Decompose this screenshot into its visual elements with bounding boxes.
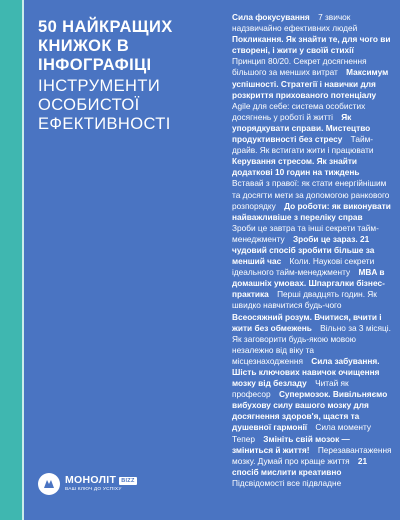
book-list-item: Agile для себе: система особистих досягнень у роботі й житті (232, 100, 366, 122)
book-list-item: Принцип 80/20. Секрет досягнення більшого за менших витрат (232, 56, 367, 78)
book-title: 50 НАЙКРАЩИХ КНИЖОК В ІНФОГРАФІЦІ (38, 18, 173, 74)
spine-divider (22, 0, 24, 520)
publisher-badge: BIZZ (121, 477, 135, 484)
book-list-item: До роботи: як виконувати найважливіше з переліку справ (232, 200, 391, 222)
book-list-item: Перезавантаження мозку. Думай про краще життя (232, 444, 392, 466)
book-list-item: Перші двадцять годин. Як швидко навчитися будь-чого (232, 289, 377, 311)
book-list-item: Зроби це зараз. 21 чудовий спосіб зробити більше за менший час (232, 233, 375, 267)
book-list-item: Вставай з правої: як стати енергійнішим та досягти мети за допомогою ранкового розпорядку (232, 178, 390, 211)
book-list-item: Максимум успішності. Стратегії і навички для розкриття прихованого потенціалу (232, 67, 389, 100)
book-list-item: Сила моменту Тепер (232, 422, 372, 444)
publisher-name: МОНОЛІТ (65, 474, 117, 486)
book-list-item: 21 спосіб мислити креативно (232, 455, 368, 477)
book-list-item: Як упорядкувати справи. Мистецтво продуктивності без стресу (232, 111, 371, 145)
book-list-item: Вільно за 3 місяці. Як заговорити будь-якою мовою незалежно від віку та місцезнаходження (232, 322, 391, 366)
book-list-item: Всеосяжний розум. Вчитися, вчити і жити без обмежень (232, 311, 382, 333)
cover-spine-stripe (0, 0, 22, 520)
book-list-item: MBA в домашніх умовах. Шпаргалки бізнес-практика (232, 267, 385, 300)
book-list-item: Читай як професор (232, 378, 349, 400)
book-list-item: Підсвідомості все підвладне (232, 477, 342, 488)
logo-text (65, 475, 137, 493)
book-list-item: Сила забування. Шість ключових навичок очищення мозку від безладу (232, 355, 380, 389)
book-list-item: Покликання. Як знайти те, для чого ви створені, і жити у своїй стихії (232, 34, 391, 56)
book-list-item: Зроби це завтра та інші секрети тайм-менеджменту (232, 222, 379, 244)
book-list-item: Сила фокусування (232, 12, 310, 22)
book-subtitle: ІНСТРУМЕНТИ ОСОБИСТОЇ ЕФЕКТИВНОСТІ (38, 77, 171, 133)
book-list-item: Змініть свій мозок — зміниться й життя! (232, 433, 350, 455)
book-list-item: Керування стресом. Як знайти додаткові 10 годин на тиждень (232, 156, 360, 178)
book-list-item: Коли. Наукові секрети ідеального тайм-менеджменту (232, 256, 375, 278)
book-list-item: 7 звичок надзвичайно ефективних людей (232, 12, 358, 34)
book-list-item: Тайм-драйв. Як встигати жити і працювати (232, 134, 374, 156)
monolith-logo-icon (38, 473, 60, 495)
book-list-item: Супермозок. Вивільняємо вибухову силу вашого мозку для досягнення здоров'я, щастя та душевної гармонії (232, 389, 388, 433)
book-list (232, 12, 392, 489)
logo-name-row (65, 475, 137, 486)
publisher-logo (38, 473, 137, 495)
publisher-tagline: ВАШ КЛЮЧ ДО УСПІХУ (65, 487, 122, 492)
title-block (38, 18, 218, 134)
